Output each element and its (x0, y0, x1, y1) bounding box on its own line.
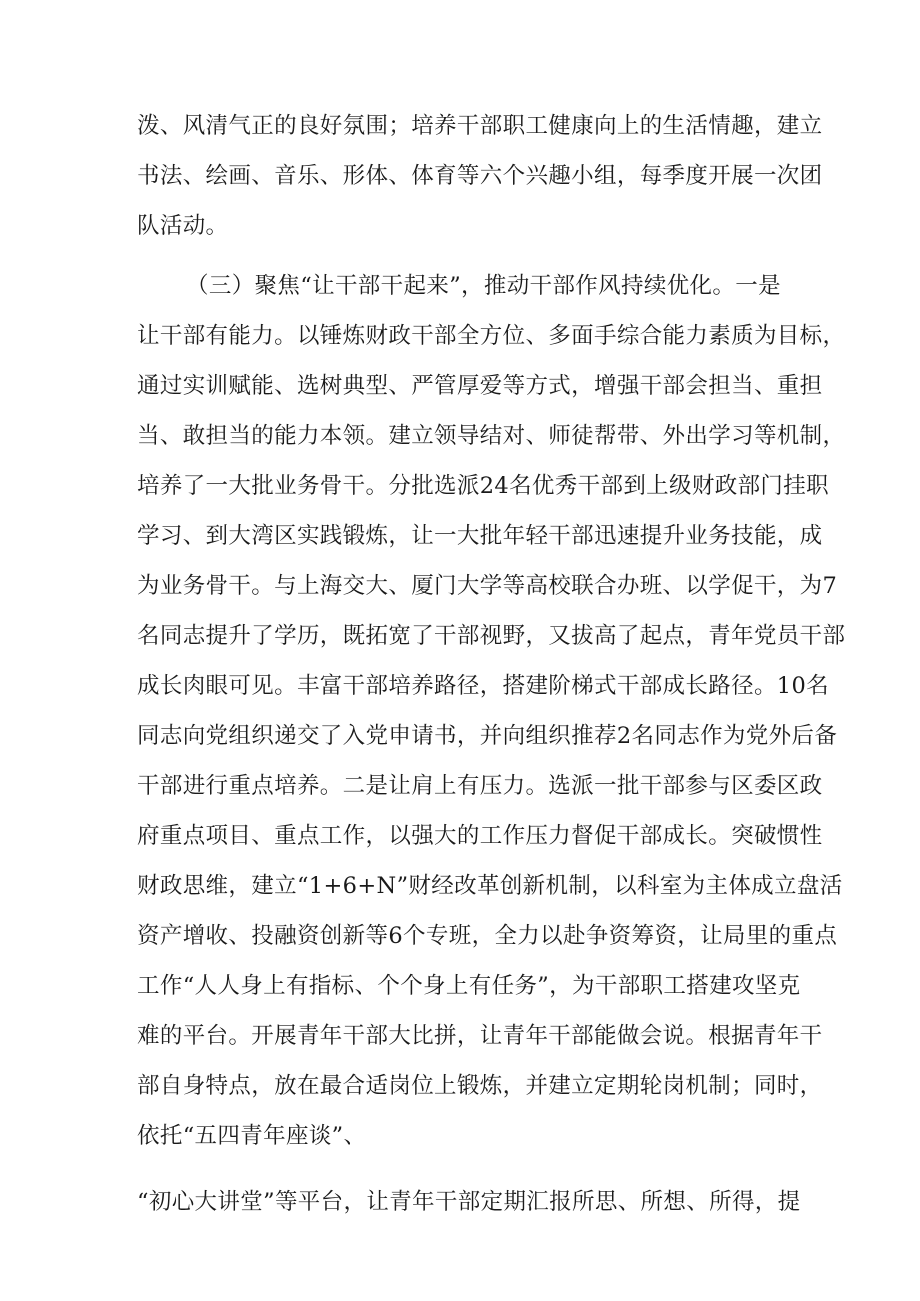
text-line: 资产增收、投融资创新等6个专班，全力以赴争资筹资，让局里的重点 (137, 923, 838, 949)
text-line: 财政思维，建立“1+6+N”财经改革创新机制，以科室为主体成立盘活 (137, 873, 843, 899)
text-line: 干部进行重点培养。二是让肩上有压力。选派一批干部参与区委区政 (137, 773, 823, 799)
text-line: 名同志提升了学历，既拓宽了干部视野，又拔高了起点，青年党员干部 (137, 623, 846, 649)
text-line: 成长肉眼可见。丰富干部培养路径，搭建阶梯式干部成长路径。10名 (137, 673, 829, 699)
text-line: 书法、绘画、音乐、形体、体育等六个兴趣小组，每季度开展一次团 (137, 163, 823, 189)
text-line: 府重点项目、重点工作，以强大的工作压力督促干部成长。突破惯性 (137, 823, 823, 849)
text-line: 培养了一大批业务骨干。分批选派24名优秀干部到上级财政部门挂职 (137, 473, 829, 499)
text-line: 依托“五四青年座谈”、 (137, 1123, 367, 1149)
text-line: 通过实训赋能、选树典型、严管厚爱等方式，增强干部会担当、重担 (137, 373, 823, 399)
text-line: 当、敢担当的能力本领。建立领导结对、师徒帮带、外出学习等机制， (137, 423, 846, 449)
section-heading-line: （三）聚焦“让干部干起来”，推动干部作风持续优化。一是 (186, 273, 781, 299)
text-line: 工作“人人身上有指标、个个身上有任务”，为干部职工搭建攻坚克 (137, 973, 801, 999)
text-line: 为业务骨干。与上海交大、厦门大学等高校联合办班、以学促干，为7 (137, 573, 838, 599)
text-line: 部自身特点，放在最合适岗位上锻炼，并建立定期轮岗机制；同时， (137, 1073, 823, 1099)
text-line: 难的平台。开展青年干部大比拼，让青年干部能做会说。根据青年干 (137, 1023, 823, 1049)
text-line: 泼、风清气正的良好氛围；培养干部职工健康向上的生活情趣，建立 (137, 113, 823, 139)
text-line: 学习、到大湾区实践锻炼，让一大批年轻干部迅速提升业务技能，成 (137, 523, 823, 549)
text-line: 同志向党组织递交了入党申请书，并向组织推荐2名同志作为党外后备 (137, 723, 838, 749)
text-line: 队活动。 (137, 213, 229, 239)
text-line: “初心大讲堂”等平台，让青年干部定期汇报所思、所想、所得，提 (137, 1189, 801, 1215)
text-line: 让干部有能力。以锤炼财政干部全方位、多面手综合能力素质为目标， (137, 323, 846, 349)
